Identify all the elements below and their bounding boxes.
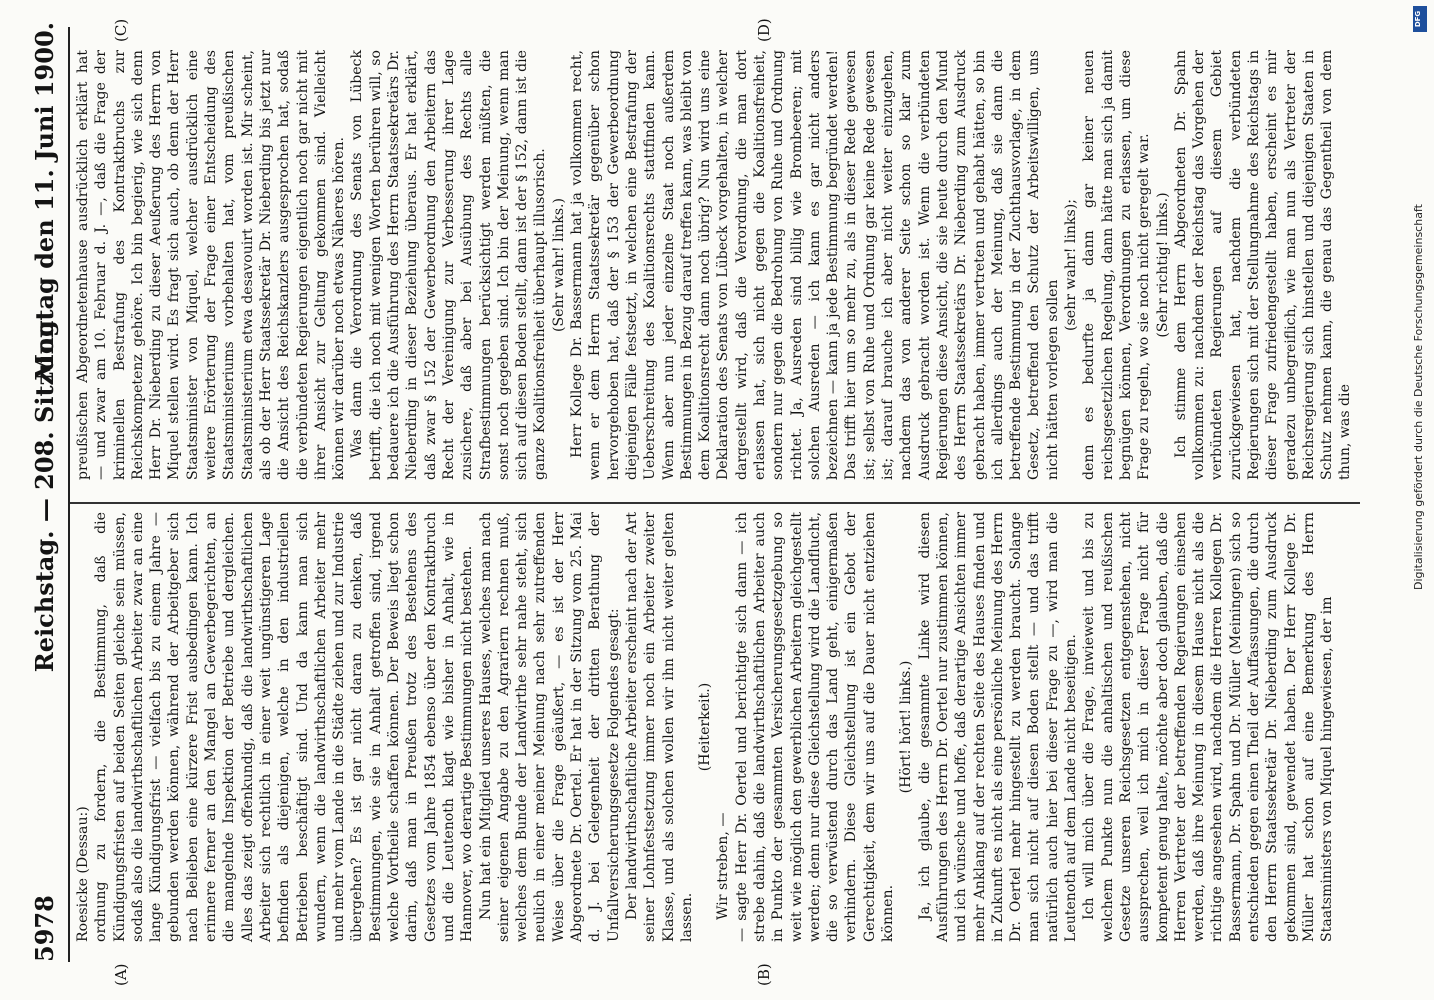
- left-paragraph: (Heiterkeit.): [697, 682, 714, 772]
- right-paragraph: preußischen Abgeordnetenhause ausdrücklich erklärt hat — und zwar am 10. Februar d. J. —, daß die Frage der kriminellen Bestrafung des Kontraktbruchs zur Reichskompetenz gehöre. Ich bin begierig, wie sich denn Herr Dr. Nieberding zu dieser Aeußerung des Herrn von Miquel stellen wird. Es fragt sich auch, ob denn der Herr Staatsminister von Miquel, welcher ausdrücklich eine weitere Erörterung der Frage einer Entscheidung des Staatsministeriums vorbehalten hat, vom preußischen Staatsministerium etwa desavouirt worden ist. Mir scheint, als ob der Herr Staatssekretär Dr. Nieberding bis jetzt nur die Ansicht des Reichskanzlers ausgesprochen hat, sodaß die verbündeten Regierungen eigentlich noch gar nicht mit ihrer Ansicht zur Geltung gekommen sind. Vielleicht können wir darüber noch etwas Näheres hören.: [75, 50, 348, 480]
- right-paragraph: (sehr wahr! links);: [1063, 199, 1080, 331]
- left-paragraph: Wir streben, —: [715, 812, 732, 920]
- header-date: Montag den 11. Juni 1900.: [30, 22, 59, 381]
- right-paragraph: Was dann die Verordnung des Senats von Lübeck betrifft, die ich noch mit wenigen Worten berühren will, so bedauere ich die Ausführung des Herrn Staatssekretärs Dr. Nieberding in dieser Beziehung überaus. Er hat erklärt, daß zwar § 152 der Gewerbeordnung den Arbeitern das Recht der Vereinigung zur Verbesserung ihrer Lage zusichere, daß aber bei Ausübung des Rechts alle Strafbestimmungen berücksichtigt werden müßten, die sonst noch gegeben sind. Ich bin der Meinung, wenn man sich auf diesen Boden stellt, dann ist der § 152, dann ist die ganze Koalitionsfreiheit überhaupt illusorisch.: [349, 50, 549, 480]
- right-paragraph: Ich stimme dem Herrn Abgeordneten Dr. Spahn vollkommen zu: nachdem der Reichstag das Vorgehen der verbündeten Regierungen auf diesem Gebiet zurückgewiesen hat, nachdem die verbündeten Regierungen sich mit der Stellungnahme des Reichstags in dieser Frage zufriedengestellt haben, erscheint es mir geradezu unbegreiflich, wie man nun als Vertreter der Reichsregierung sich hinstellen und diejenigen Staaten in Schutz nehmen kann, die genau das Gegentheil von dem thun, was die: [1172, 50, 1354, 480]
- left-paragraph: (Hört! hört! links.): [898, 660, 915, 794]
- page-number: 5978: [30, 895, 59, 962]
- header-rule: [68, 27, 70, 962]
- right-paragraph: Herr Kollege Dr. Bassermann hat ja vollkommen recht, wenn er dem Herrn Staatssekretär gegenüber schon hervorgehoben hat, daß der § 153 der Gewerbeordnung diejenigen Fälle festsetzt, in welchen eine Bestrafung der Ueberschreitung des Koalitionsrechts stattfinden kann. Wenn aber nun jeder einzelne Staat noch außerdem Bestimmungen in Bezug darauf treffen kann, was bleibt von dem Koalitionsrecht dann noch übrig? Nun wird uns eine Deklaration des Senats von Lübeck vorgehalten, in welcher dargestellt wird, daß die Verordnung, die man dort erlassen hat, sich nicht gegen die Koalitionsfreiheit, sondern nur gegen die Bedrohung von Ruhe und Ordnung richtet. Ja, Ausreden sind billig wie Brombeeren; mit solchen Ausreden — ich kann es gar nicht anders bezeichnen — kann ja jede Bestimmung begründet werden! Das trifft hier um so mehr zu, als in dieser Rede gewesen ist; selbst von Ruhe und Ordnung gar keine Rede gewesen ist; darauf brauche ich aber nicht weiter einzugehen, nachdem das von anderer Seite schon so klar zum Ausdruck gebracht worden ist. Wenn die verbündeten Regierungen diese Ansicht, die sie heute durch den Mund des Herrn Staatssekretärs Dr. Nieberding zum Ausdruck gebracht haben, immer vertreten und gehabt hätten, so bin ich allerdings auch der Meinung, daß sie dann die betreffende Bestimmung in der Zuchthausvorlage, in dem Gesetz, betreffend den Schutz der Arbeitswilligen, uns nicht hätten vorlegen sollen: [569, 50, 1061, 480]
- header-title: Reichstag. — 208. Sitzung.: [30, 311, 59, 673]
- margin-mark-b: (B): [755, 963, 773, 986]
- right-column: [74, 50, 1355, 480]
- left-paragraph: Ich will mich über die Frage, inwieweit und bis zu welchem Punkte nun die anhaltischen und reußischen Gesetze unseren Reichsgesetzen entgegenstehen, nicht aussprechen, weil ich mich in dieser Frage nicht für kompetent genug halte, möchte aber doch glauben, daß die Herren Vertreter der betreffenden Regierungen einsehen werden, daß ihre Meinung in diesem Hause nicht als die richtige angesehen wird, nachdem die Herren Kollegen Dr. Bassermann, Dr. Spahn und Dr. Müller (Meiningen) sich so entschieden gegen einen Theil der Auffassungen, die durch den Herrn Staatssekretär Dr. Nieberding zum Ausdruck gekommen sind, gewendet haben. Der Herr Kollege Dr. Müller hat schon auf eine Bemerkung des Herrn Staatsministers von Miquel hingewiesen, der im: [1081, 512, 1336, 942]
- page-header: [30, 22, 64, 962]
- margin-mark-c: (C): [112, 18, 130, 42]
- left-paragraph: ordnung zu fordern, die Bestimmung, daß die Kündigungsfristen auf beiden Seiten gleiche sein müssen, sodaß also die landwirthschaftlichen Arbeiter zwar an eine lange Kündigungsfrist — vielfach bis zu einem Jahre — gebunden werden können, während der Arbeitgeber sich nach Belieben eine kürzere Frist ausbedingen kann. Ich erinnere ferner an den Mangel an Gewerbegerichten, an die mangelnde Inspektion der Betriebe und dergleichen. Alles das zeigt offenkundig, daß die landwirthschaftlichen Arbeiter sich rechtlich in einer weit ungünstigeren Lage befinden als diejenigen, welche in den industriellen Betrieben beschäftigt sind. Und da kann man sich wundern, wenn die landwirthschaftlichen Arbeiter mehr und mehr vom Lande in die Städte ziehen und zur Industrie übergehen? Es ist gar nicht daran zu denken, daß Bestimmungen, wie sie in Anhalt getroffen sind, irgend welche Vortheile schaffen können. Der Beweis liegt schon darin, daß man in Preußen trotz des Bestehens des Gesetzes vom Jahre 1854 ebenso über den Kontraktbruch und die Leutenoth klagt wie bisher in Anhalt, wie in Hannover, wo derartige Bestimmungen nicht bestehen.: [93, 512, 476, 942]
- left-paragraph: — sagte Herr Dr. Oertel und berichtigte sich dann — ich strebe dahin, daß die landwirthschaftlichen Arbeiter auch in Punkto der gesammten Versicherungsgesetzgebung so weit wie möglich den gewerblichen Arbeitern gleichgestellt werden; denn nur diese Gleichstellung wird die Landflucht, die so verwüstend durch das Land geht, einigermaßen verhindern. Diese Gleichstellung ist ein Gebot der Gerechtigkeit, dem wir uns auf die Dauer nicht entziehen können.: [733, 512, 897, 942]
- digitization-note: Digitalisierung gefördert durch die Deutsche Forschungsgemeinschaft: [1412, 204, 1425, 590]
- left-paragraph: Der landwirthschaftliche Arbeiter erscheint nach der Art seiner Lohnfestsetzung immer noch ein Arbeiter zweiter Klasse, und als solchen wollen wir ihn nicht weiter gelten lassen.: [623, 512, 695, 942]
- margin-mark-a: (A): [112, 963, 130, 986]
- left-paragraph: Roesicke (Dessau:): [75, 806, 91, 942]
- margin-mark-d: (D): [755, 18, 773, 42]
- right-paragraph: denn es bedurfte ja dann gar keiner neuen reichsgesetzlichen Regelung, dann hätte man sich ja damit begnügen können, Verordnungen zu erlassen, um diese Frage zu regeln, wo sie noch nicht geregelt war.: [1081, 50, 1153, 480]
- left-column: [74, 512, 1336, 942]
- left-paragraph: Nun hat ein Mitglied unseres Hauses, welches man nach seiner eigenen Angabe zu den Agrariern rechnen muß, welches dem Bunde der Landwirthe sehr nahe steht, sich neulich in einer meiner Meinung nach sehr zutreffenden Weise über die Frage geäußert, — es ist der Herr Abgeordnete Dr. Oertel. Er hat in der Sitzung vom 25. Mai d. J. bei Gelegenheit der dritten Berathung der Unfallversicherungsgesetze Folgendes gesagt:: [477, 512, 622, 942]
- side-note: [1408, 12, 1428, 592]
- left-paragraph: Ja, ich glaube, die gesammte Linke wird diesen Ausführungen des Herrn Dr. Oertel nur zustimmen können, und ich wünsche und hoffe, daß derartige Ansichten immer mehr Anklang auf der rechten Seite des Hauses finden und in Zukunft es nicht als eine persönliche Meinung des Herrn Dr. Oertel mehr hingestellt zu werden braucht. Solange man sich nicht auf diesen Boden stellt — und das trifft natürlich auch hier bei dieser Frage zu —, wird man die Leutenoth auf dem Lande nicht beseitigen.: [916, 512, 1080, 942]
- column-divider: [70, 502, 1360, 504]
- dfg-label: DFG: [1414, 10, 1423, 28]
- right-paragraph: (Sehr wahr! links.): [550, 197, 567, 333]
- right-paragraph: (Sehr richtig! links.): [1154, 192, 1171, 338]
